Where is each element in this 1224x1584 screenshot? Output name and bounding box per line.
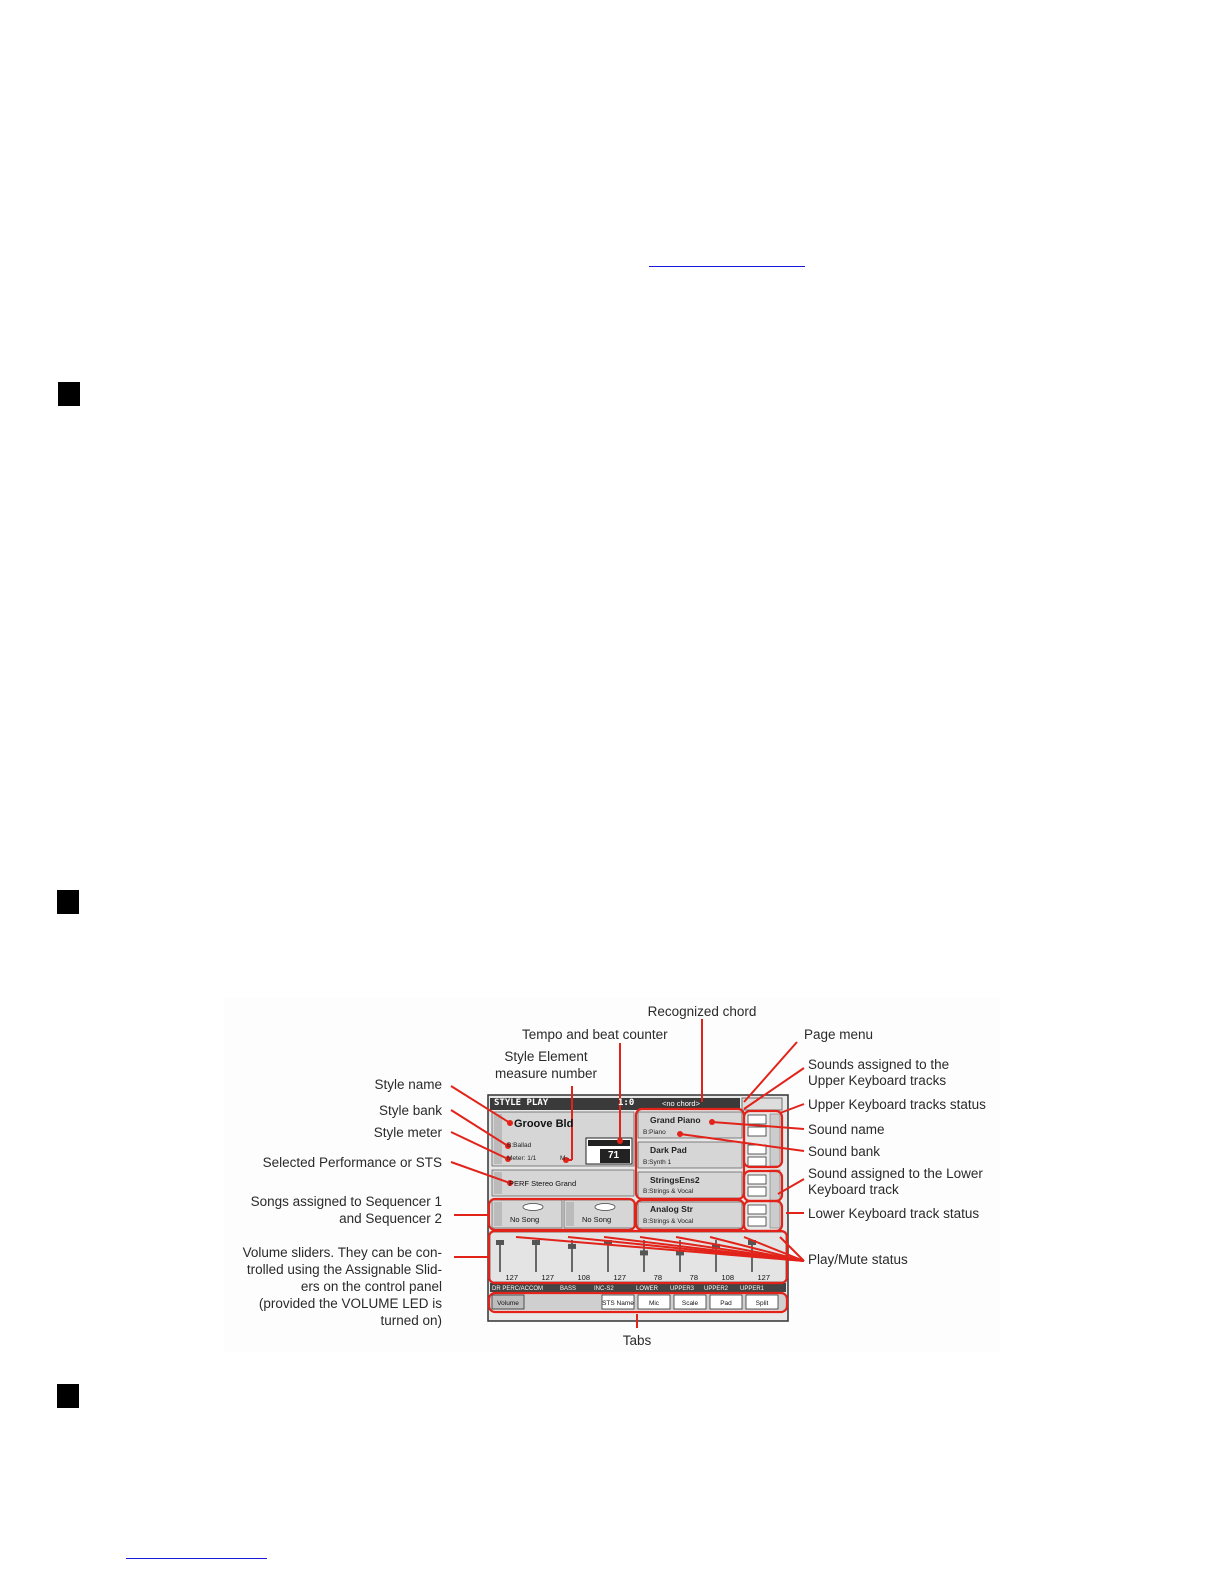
label-sound-bank: Sound bank	[808, 1144, 881, 1159]
slider-knob[interactable]	[496, 1240, 504, 1245]
label-songs-seq-1: Songs assigned to Sequencer 1	[250, 1194, 442, 1209]
tempo-value: 71	[608, 1150, 620, 1161]
sound-1-bank: B:Piano	[643, 1129, 666, 1136]
style-bank-value: B:Ballad	[507, 1142, 532, 1149]
tab-label[interactable]: STS Name	[602, 1300, 634, 1307]
label-style-meter: Style meter	[373, 1125, 442, 1140]
perf-value[interactable]: PERF Stereo Grand	[509, 1179, 577, 1188]
label-page-menu: Page menu	[804, 1027, 874, 1042]
style-name-value[interactable]: Groove Bld	[514, 1118, 574, 1130]
label-sounds-upper-1: Sounds assigned to the	[808, 1057, 950, 1072]
track-label: UPPER2	[704, 1286, 729, 1292]
style-play-diagram	[224, 998, 1000, 1352]
sound-2-name[interactable]: Dark Pad	[650, 1145, 687, 1155]
slider-value: 127	[613, 1273, 626, 1282]
sound-2-bank: B:Synth 1	[643, 1159, 672, 1166]
label-style-element-2: measure number	[494, 1066, 598, 1081]
song2-value[interactable]: No Song	[582, 1215, 612, 1224]
label-style-bank: Style bank	[378, 1103, 442, 1118]
label-style-name: Style name	[374, 1077, 442, 1092]
style-meter-value: Meter: 1/1	[507, 1155, 537, 1162]
label-tempo-beat: Tempo and beat counter	[522, 1027, 668, 1042]
slider-knob[interactable]	[568, 1244, 576, 1249]
label-sound-name: Sound name	[808, 1122, 885, 1137]
label-volume-2: trolled using the Assignable Slid-	[246, 1262, 442, 1277]
screen-measure: 1:0	[618, 1098, 635, 1108]
slider-value: 127	[541, 1273, 554, 1282]
track-label: BASS	[560, 1286, 577, 1292]
label-sound-lower-2: Keyboard track	[808, 1182, 899, 1197]
section-bullet-3	[57, 1384, 79, 1408]
tab-label[interactable]: Mic	[648, 1300, 660, 1307]
slider-knob[interactable]	[532, 1240, 540, 1245]
song1-value[interactable]: No Song	[510, 1215, 540, 1224]
track-label: LOWER	[636, 1286, 659, 1292]
sound-4-bank: B:Strings & Vocal	[643, 1218, 694, 1225]
label-volume-3: ers on the control panel	[300, 1279, 442, 1294]
label-lower-status: Lower Keyboard track status	[808, 1206, 980, 1221]
style-measure-value: M -	[560, 1155, 570, 1162]
label-tabs: Tabs	[622, 1333, 652, 1348]
slider-value: 127	[505, 1273, 518, 1282]
label-sounds-upper-2: Upper Keyboard tracks	[808, 1073, 947, 1088]
label-upper-status: Upper Keyboard tracks status	[808, 1097, 986, 1112]
hyperlink-underline-top[interactable]	[649, 266, 805, 267]
label-play-mute: Play/Mute status	[808, 1252, 908, 1267]
track-label: INC-S2	[594, 1286, 614, 1292]
sound-1-name[interactable]: Grand Piano	[650, 1115, 701, 1125]
screen-chord: <no chord>	[662, 1099, 700, 1108]
slider-value: 108	[721, 1273, 734, 1282]
tab-label[interactable]: Volume	[497, 1300, 519, 1307]
label-songs-seq-2: and Sequencer 2	[339, 1211, 442, 1226]
tab-label[interactable]: Scale	[681, 1300, 699, 1307]
label-sound-lower-1: Sound assigned to the Lower	[808, 1166, 983, 1181]
tab-label[interactable]: Pad	[720, 1300, 732, 1307]
section-bullet-1	[58, 382, 80, 406]
track-label: DR PERC/ACCOM	[492, 1286, 544, 1292]
sound-4-name[interactable]: Analog Str	[650, 1204, 693, 1214]
sound-3-bank: B:Strings & Vocal	[643, 1188, 694, 1195]
label-volume-1: Volume sliders. They can be con-	[242, 1245, 442, 1260]
tab-label[interactable]: Split	[755, 1300, 769, 1307]
label-volume-4: (provided the VOLUME LED is	[258, 1296, 442, 1311]
track-label: UPPER3	[670, 1286, 695, 1292]
label-style-element-1: Style Element	[504, 1049, 588, 1064]
sound-3-name[interactable]: StringsEns2	[650, 1175, 700, 1185]
slider-value: 127	[757, 1273, 770, 1282]
slider-value: 78	[689, 1273, 698, 1282]
slider-knob[interactable]	[640, 1250, 648, 1255]
label-selected-perf: Selected Performance or STS	[262, 1155, 442, 1170]
hyperlink-underline-bottom[interactable]	[126, 1558, 267, 1559]
label-recognized-chord: Recognized chord	[647, 1004, 757, 1019]
slider-value: 78	[653, 1273, 662, 1282]
section-bullet-2	[57, 890, 79, 914]
screen-title: STYLE PLAY	[494, 1098, 549, 1108]
label-volume-5: turned on)	[380, 1313, 442, 1328]
slider-value: 108	[577, 1273, 590, 1282]
track-label: UPPER1	[740, 1286, 765, 1292]
